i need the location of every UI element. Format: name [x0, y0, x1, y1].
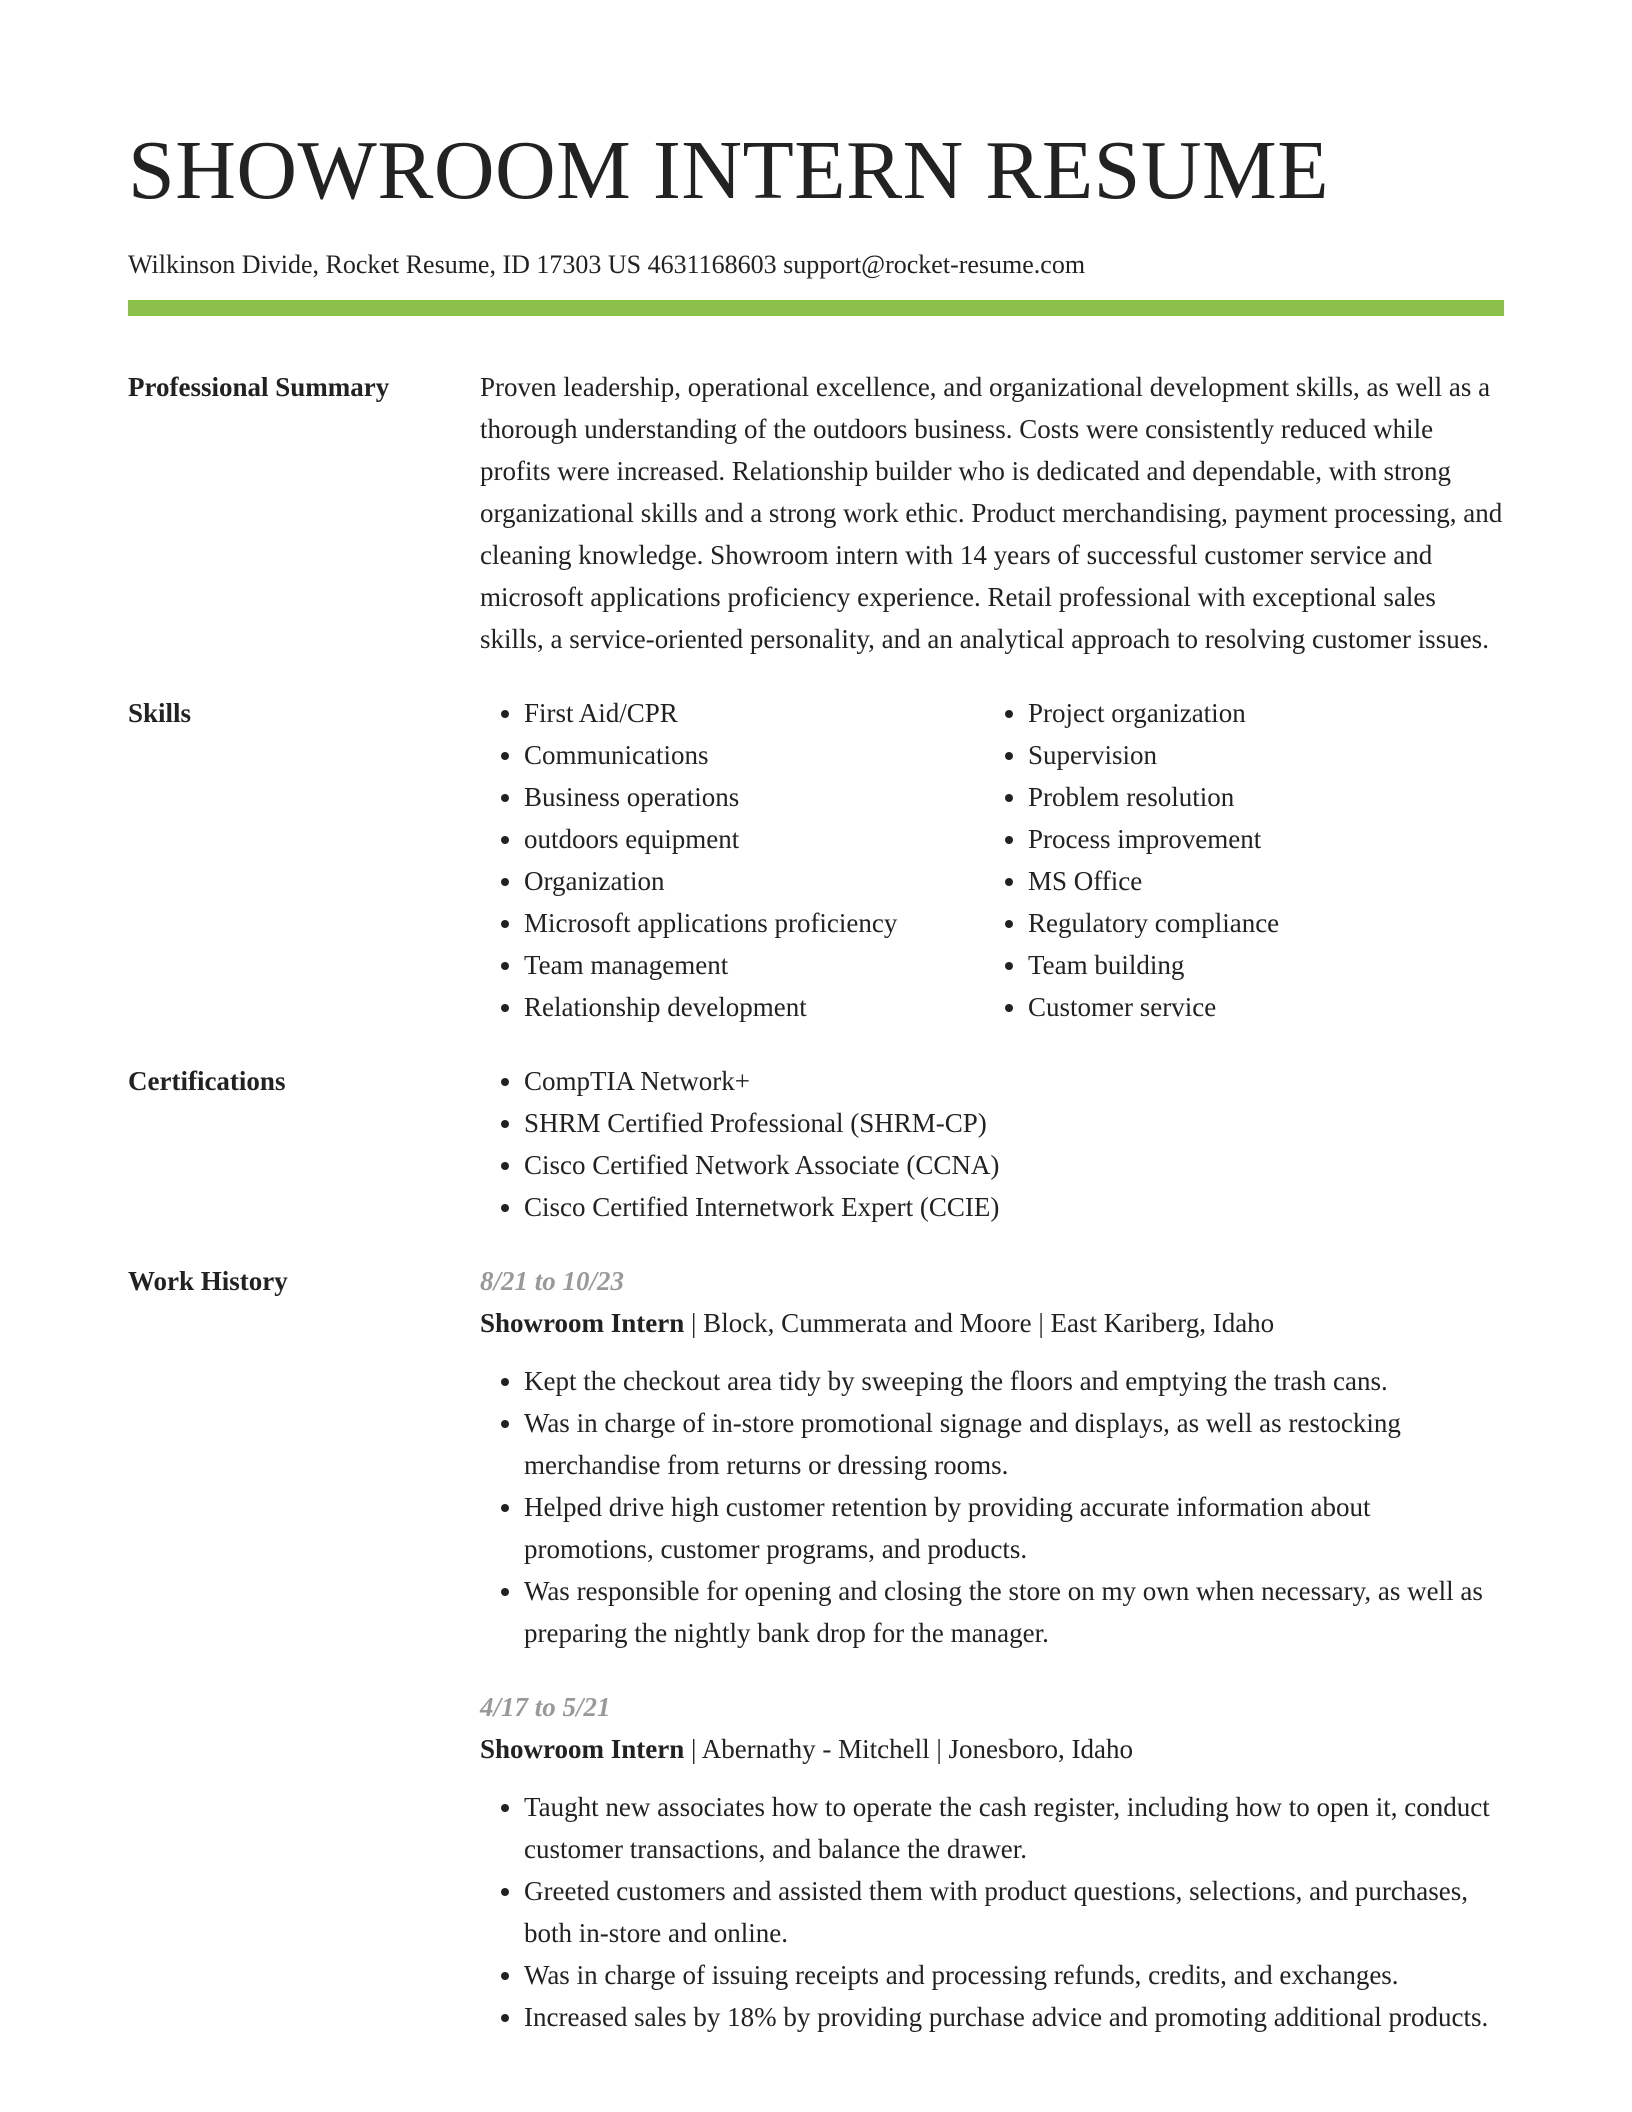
job-entry: [480, 1260, 1504, 1654]
skill-item: • Customer service: [1028, 986, 1484, 1028]
skills-column-left: [480, 692, 984, 1028]
certification-item: • CompTIA Network+: [524, 1060, 1504, 1102]
skill-item: • outdoors equipment: [524, 818, 984, 860]
skill-item: • MS Office: [1028, 860, 1484, 902]
job-heading: [480, 1728, 1504, 1770]
work-history-body: [480, 1260, 1504, 2038]
contact-info: Wilkinson Divide, Rocket Resume, ID 17303 US 4631168603 support@rocket-resume.com: [128, 250, 1086, 279]
job-bullet: • Was in charge of issuing receipts and processing refunds, credits, and exchanges.: [524, 1954, 1504, 1996]
job-heading: [480, 1302, 1504, 1344]
skills-column-right: [984, 692, 1484, 1028]
skill-item: • Organization: [524, 860, 984, 902]
work-history-label: Work History: [128, 1266, 288, 1296]
skills-label: Skills: [128, 698, 192, 728]
skills-columns: [480, 692, 1504, 1028]
summary-label: Professional Summary: [128, 372, 390, 402]
job-bullet: • Taught new associates how to operate the cash register, including how to open it, conduct customer transactions, and balance the drawer.: [524, 1786, 1504, 1870]
job-bullet: • Was responsible for opening and closing the store on my own when necessary, as well as preparing the nightly bank drop for the manager.: [524, 1570, 1504, 1654]
certifications-list: [480, 1060, 1504, 1228]
skill-item: • Problem resolution: [1028, 776, 1484, 818]
job-bullets: [480, 1360, 1504, 1654]
job-dates: 8/21 to 10/23: [480, 1266, 625, 1296]
skill-item: • Business operations: [524, 776, 984, 818]
skill-item: • Team building: [1028, 944, 1484, 986]
header-divider: [128, 300, 1504, 316]
summary-section: [128, 366, 1504, 660]
skill-item: • Supervision: [1028, 734, 1484, 776]
skill-item: • First Aid/CPR: [524, 692, 984, 734]
certifications-label: Certifications: [128, 1066, 286, 1096]
certifications-section: [128, 1060, 1504, 1228]
certification-item: • SHRM Certified Professional (SHRM-CP): [524, 1102, 1504, 1144]
certifications-body: [480, 1060, 1504, 1228]
job-title: Showroom Intern: [480, 1734, 685, 1764]
skill-item: • Communications: [524, 734, 984, 776]
skill-item: • Project organization: [1028, 692, 1484, 734]
skills-list-right: [984, 692, 1484, 1028]
certification-item: • Cisco Certified Network Associate (CCNA): [524, 1144, 1504, 1186]
work-history-section: [128, 1260, 1504, 2038]
skills-list-left: [480, 692, 984, 1028]
certification-item: • Cisco Certified Internetwork Expert (CCIE): [524, 1186, 1504, 1228]
job-bullet: • Was in charge of in-store promotional signage and displays, as well as restocking merchandise from returns or dressing rooms.: [524, 1402, 1504, 1486]
job-title: Showroom Intern: [480, 1308, 685, 1338]
job-details: | Abernathy - Mitchell | Jonesboro, Idaho: [684, 1734, 1133, 1764]
job-bullet: • Greeted customers and assisted them with product questions, selections, and purchases, both in-store and online.: [524, 1870, 1504, 1954]
job-bullets: [480, 1786, 1504, 2038]
job-bullet: • Helped drive high customer retention by providing accurate information about promotions, customer programs, and products.: [524, 1486, 1504, 1570]
job-bullet: • Kept the checkout area tidy by sweeping the floors and emptying the trash cans.: [524, 1360, 1504, 1402]
job-dates: 4/17 to 5/21: [480, 1692, 611, 1722]
skill-item: • Regulatory compliance: [1028, 902, 1484, 944]
skills-section: [128, 692, 1504, 1028]
resume-title: SHOWROOM INTERN RESUME: [128, 124, 1330, 217]
skill-item: • Relationship development: [524, 986, 984, 1028]
job-details: | Block, Cummerata and Moore | East Kariberg, Idaho: [684, 1308, 1275, 1338]
skill-item: • Microsoft applications proficiency: [524, 902, 984, 944]
summary-text: Proven leadership, operational excellence, and organizational development skills, as well as a thorough understanding of the outdoors business. Costs were consistently reduced while profits were increased. Relationship builder who is dedicated and dependable, with strong organizational skills and a strong work ethic. Product merchandising, payment processing, and cleaning knowledge. Showroom intern with 14 years of successful customer service and microsoft applications proficiency experience. Retail professional with exceptional sales skills, a service-oriented personality, and an analytical approach to resolving customer issues.: [480, 372, 1503, 654]
job-bullet: • Increased sales by 18% by providing purchase advice and promoting additional products.: [524, 1996, 1504, 2038]
skill-item: • Process improvement: [1028, 818, 1484, 860]
job-entry: [480, 1686, 1504, 2038]
skill-item: • Team management: [524, 944, 984, 986]
summary-body: [480, 366, 1504, 660]
